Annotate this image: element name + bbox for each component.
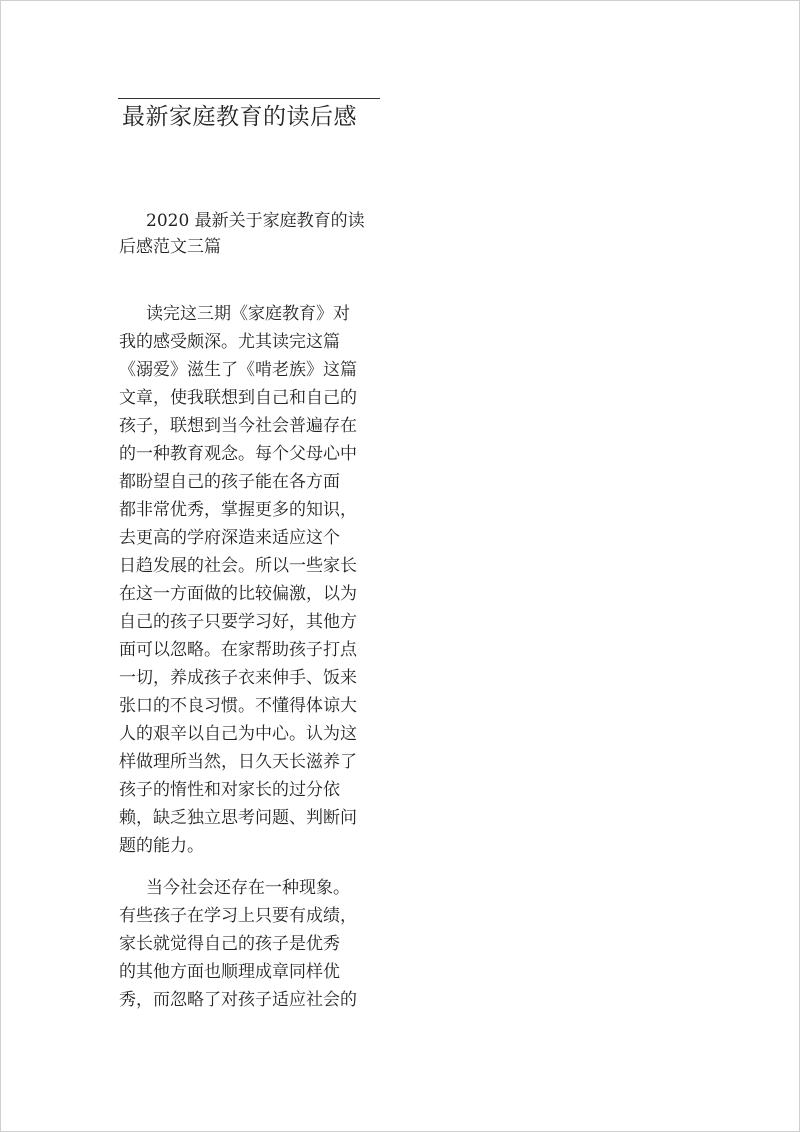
text-line: 日趋发展的社会。所以一些家长 — [119, 556, 357, 576]
text-line: 自己的孩子只要学习好，其他方 — [119, 612, 357, 632]
text-line: 我的感受颇深。尤其读完这篇 — [119, 332, 340, 352]
title-rule — [118, 98, 380, 99]
text-line: 的其他方面也顺理成章同样优 — [119, 962, 340, 982]
text-line: 秀，而忽略了对孩子适应社会的 — [119, 990, 357, 1010]
text-line: 题的能力。 — [119, 836, 204, 856]
text-line: 面可以忽略。在家帮助孩子打点 — [119, 640, 357, 660]
text-line: 样做理所当然，日久天长滋养了 — [119, 752, 357, 772]
text-line: 孩子的惰性和对家长的过分依 — [119, 780, 340, 800]
document-subtitle — [119, 208, 381, 260]
text-line: 读完这三期《家庭教育》对 — [119, 304, 351, 324]
text-line: 文章，使我联想到自己和自己的 — [119, 388, 357, 408]
text-line: 都非常优秀，掌握更多的知识， — [119, 500, 357, 520]
text-line: 张口的不良习惯。不懂得体谅大 — [119, 696, 357, 716]
text-line: 《溺爱》滋生了《啃老族》这篇 — [119, 360, 357, 380]
text-line: 家长就觉得自己的孩子是优秀 — [119, 934, 340, 954]
text-line: 有些孩子在学习上只要有成绩， — [119, 906, 357, 926]
text-line: 赖，缺乏独立思考问题、判断问 — [119, 808, 357, 828]
subtitle-line: 2020 最新关于家庭教育的读 — [119, 211, 365, 231]
text-line: 都盼望自己的孩子能在各方面 — [119, 472, 340, 492]
text-line: 去更高的学府深造来适应这个 — [119, 528, 340, 548]
paragraph — [119, 300, 389, 860]
text-line: 孩子，联想到当今社会普遍存在 — [119, 416, 357, 436]
text-line: 人的艰辛以自己为中心。认为这 — [119, 724, 357, 744]
text-line: 的一种教育观念。每个父母心中 — [119, 444, 357, 464]
paragraph — [119, 874, 389, 1014]
document-title: 最新家庭教育的读后感 — [122, 104, 357, 130]
body-text — [119, 300, 389, 1028]
text-line: 一切，养成孩子衣来伸手、饭来 — [119, 668, 357, 688]
text-line: 当今社会还存在一种现象。 — [119, 878, 351, 898]
subtitle-line: 后感范文三篇 — [119, 237, 221, 257]
text-line: 在这一方面做的比较偏激，以为 — [119, 584, 357, 604]
